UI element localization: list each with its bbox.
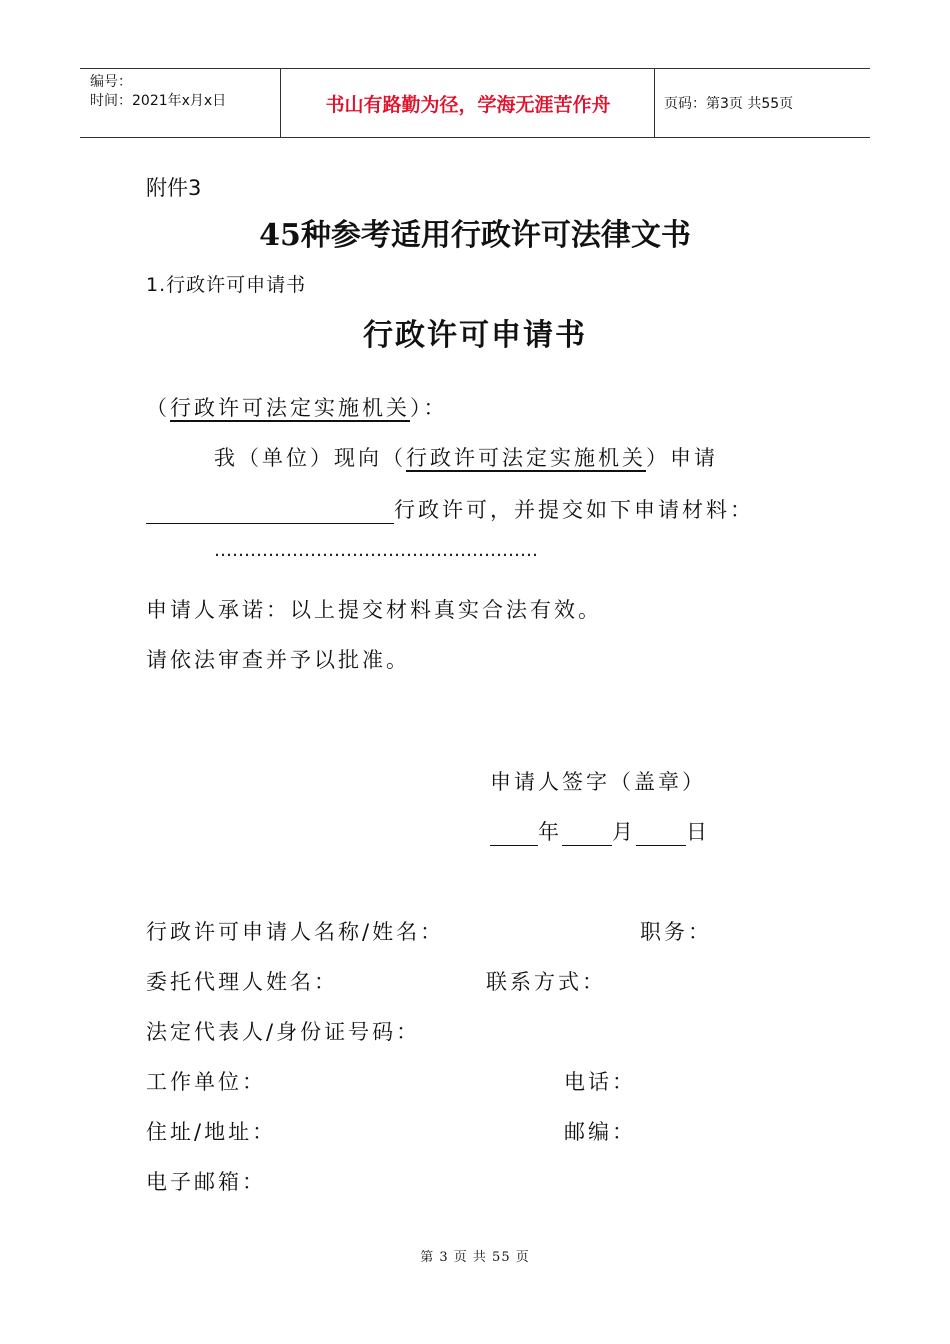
- request-line-2: [146, 494, 754, 524]
- header-meta: [90, 73, 226, 111]
- document-date: 时间：2021年x月x日: [90, 93, 227, 109]
- attachment-label: 附件3: [146, 176, 202, 200]
- request-line-1: [214, 442, 718, 472]
- signature-date: [490, 816, 710, 846]
- document-header: [80, 68, 870, 138]
- addressee-line: [146, 392, 448, 422]
- header-page-number: 页码：第3页 共55页: [664, 96, 794, 112]
- request-line-2-text: 行政许可，并提交如下申请材料：: [394, 498, 754, 522]
- agent-name-field: 委托代理人姓名：: [146, 970, 338, 994]
- signature-label: 申请人签字（盖章）: [490, 770, 706, 794]
- year-label: 年: [538, 820, 562, 844]
- page-footer: 第 3 页 共 55 页: [420, 1250, 530, 1265]
- phone-field: 电话：: [564, 1070, 636, 1094]
- month-label: 月: [612, 820, 636, 844]
- approval-request: 请依法审查并予以批准。: [146, 648, 410, 672]
- document-number-label: 编号：: [90, 74, 132, 90]
- materials-placeholder: ………………………………………………: [214, 540, 538, 561]
- document-title: 45种参考适用行政许可法律文书: [259, 218, 691, 253]
- header-motto: 书山有路勤为径，学海无涯苦作舟: [325, 93, 611, 116]
- addressee-agency: 行政许可法定实施机关: [170, 396, 410, 420]
- legal-rep-id-field: 法定代表人/身份证号码：: [146, 1020, 421, 1044]
- day-blank: [636, 845, 686, 846]
- day-label: 日: [686, 820, 710, 844]
- request-suffix: ）申请: [646, 446, 718, 470]
- request-prefix: 我（单位）现向（: [214, 446, 406, 470]
- postcode-field: 邮编：: [564, 1120, 636, 1144]
- work-unit-field: 工作单位：: [146, 1070, 266, 1094]
- paren-close: ）：: [410, 396, 448, 420]
- header-divider: [280, 69, 281, 137]
- position-field: 职务：: [640, 920, 712, 944]
- section-heading: 1.行政许可申请书: [146, 274, 307, 296]
- contact-field: 联系方式：: [486, 970, 606, 994]
- paren-open: （: [146, 396, 170, 420]
- month-blank: [562, 845, 612, 846]
- year-blank: [490, 845, 538, 846]
- permit-type-blank: [146, 523, 394, 524]
- applicant-commitment: 申请人承诺：以上提交材料真实合法有效。: [146, 598, 602, 622]
- address-field: 住址/地址：: [146, 1120, 277, 1144]
- applicant-name-field: 行政许可申请人名称/姓名：: [146, 920, 445, 944]
- form-title: 行政许可申请书: [363, 318, 587, 353]
- header-divider: [654, 69, 655, 137]
- request-agency: 行政许可法定实施机关: [406, 446, 646, 470]
- email-field: 电子邮箱：: [146, 1170, 266, 1194]
